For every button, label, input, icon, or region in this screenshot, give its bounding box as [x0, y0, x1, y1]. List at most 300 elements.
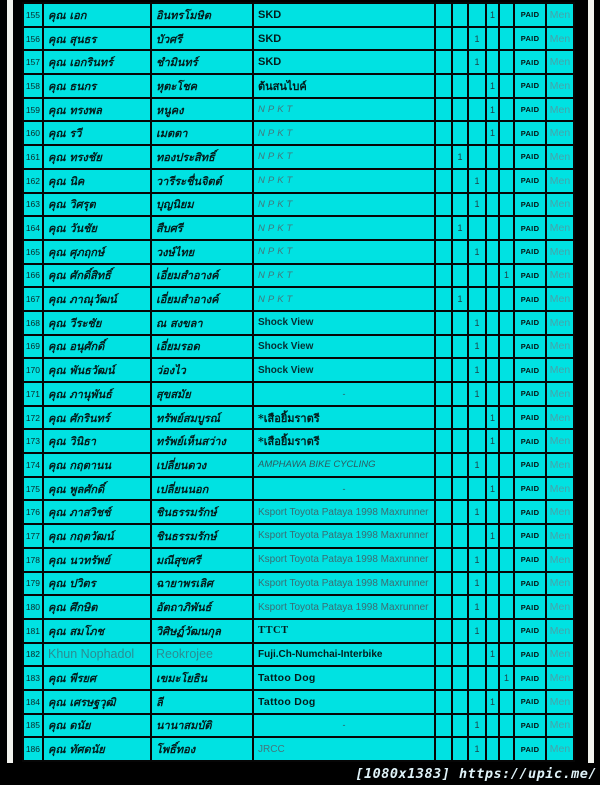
mark-cell-1	[435, 193, 452, 217]
row-number-cell: 165	[23, 240, 43, 264]
row-number-cell: 172	[23, 406, 43, 430]
team-cell: ต้นสนไบค์	[253, 74, 435, 98]
mark-cell-5	[499, 121, 514, 145]
gender-cell: Men	[546, 643, 574, 667]
row-number-cell: 186	[23, 737, 43, 761]
last-name-cell: โพธิ์ทอง	[151, 737, 253, 761]
first-name-cell: คุณ รวี	[43, 121, 151, 145]
mark-cell-2	[452, 98, 468, 122]
mark-cell-4: 1	[486, 74, 499, 98]
row-number-cell: 183	[23, 666, 43, 690]
gender-cell: Men	[546, 666, 574, 690]
table-row	[23, 714, 574, 738]
mark-cell-4	[486, 500, 499, 524]
mark-cell-5	[499, 216, 514, 240]
table-row	[23, 216, 574, 240]
last-name-cell: ลี	[151, 690, 253, 714]
paid-cell: PAID	[514, 524, 546, 548]
team-cell: NPKT	[253, 216, 435, 240]
row-number-cell: 169	[23, 335, 43, 359]
gender-cell: Men	[546, 714, 574, 738]
table-row	[23, 98, 574, 122]
first-name-cell: คุณ วินิธา	[43, 429, 151, 453]
mark-cell-2	[452, 264, 468, 288]
mark-cell-2	[452, 643, 468, 667]
paid-cell: PAID	[514, 121, 546, 145]
first-name-cell: คุณ กฤตวัฒน์	[43, 524, 151, 548]
team-cell: NPKT	[253, 121, 435, 145]
mark-cell-4	[486, 311, 499, 335]
mark-cell-5: 1	[499, 666, 514, 690]
mark-cell-3: 1	[468, 335, 486, 359]
mark-cell-5	[499, 714, 514, 738]
row-number-cell: 171	[23, 382, 43, 406]
mark-cell-2	[452, 358, 468, 382]
first-name-cell: คุณ ปวิตร	[43, 572, 151, 596]
last-name-cell: เอี่ยมสำอางค์	[151, 264, 253, 288]
paid-cell: PAID	[514, 3, 546, 27]
mark-cell-1	[435, 453, 452, 477]
watermark-text: [1080x1383] https://upic.me/	[355, 766, 597, 782]
mark-cell-1	[435, 737, 452, 761]
table-row	[23, 74, 574, 98]
first-name-cell: คุณ ศักรินทร์	[43, 406, 151, 430]
row-number-cell: 161	[23, 145, 43, 169]
mark-cell-1	[435, 264, 452, 288]
mark-cell-3	[468, 643, 486, 667]
first-name-cell: คุณ อนุศักดิ์	[43, 335, 151, 359]
gender-cell: Men	[546, 690, 574, 714]
mark-cell-2	[452, 500, 468, 524]
row-number-cell: 174	[23, 453, 43, 477]
row-number-cell: 157	[23, 50, 43, 74]
mark-cell-2	[452, 477, 468, 501]
gender-cell: Men	[546, 264, 574, 288]
mark-cell-3: 1	[468, 50, 486, 74]
mark-cell-1	[435, 406, 452, 430]
mark-cell-2	[452, 311, 468, 335]
paid-cell: PAID	[514, 666, 546, 690]
last-name-cell: เอี่ยมรอด	[151, 335, 253, 359]
row-number-cell: 177	[23, 524, 43, 548]
paid-cell: PAID	[514, 27, 546, 51]
first-name-cell: คุณ พันธวัฒน์	[43, 358, 151, 382]
table-row	[23, 595, 574, 619]
table-row	[23, 358, 574, 382]
mark-cell-4: 1	[486, 3, 499, 27]
mark-cell-1	[435, 690, 452, 714]
mark-cell-2	[452, 453, 468, 477]
mark-cell-5	[499, 453, 514, 477]
table-row	[23, 335, 574, 359]
table-row	[23, 240, 574, 264]
gender-cell: Men	[546, 572, 574, 596]
table-row	[23, 382, 574, 406]
last-name-cell: ชินธรรมรักษ์	[151, 524, 253, 548]
last-name-cell: ทรัพย์สมบูรณ์	[151, 406, 253, 430]
paid-cell: PAID	[514, 643, 546, 667]
team-cell: *เสือยิ้มราตรี	[253, 429, 435, 453]
gender-cell: Men	[546, 500, 574, 524]
mark-cell-2	[452, 335, 468, 359]
gender-cell: Men	[546, 3, 574, 27]
row-number-cell: 166	[23, 264, 43, 288]
table-row	[23, 619, 574, 643]
first-name-cell: คุณ นิค	[43, 169, 151, 193]
last-name-cell: ทองประสิทธิ์	[151, 145, 253, 169]
mark-cell-3	[468, 690, 486, 714]
first-name-cell: คุณ ภาสวิชช์	[43, 500, 151, 524]
mark-cell-4: 1	[486, 429, 499, 453]
paid-cell: PAID	[514, 311, 546, 335]
table-row	[23, 666, 574, 690]
mark-cell-3: 1	[468, 311, 486, 335]
row-number-cell: 155	[23, 3, 43, 27]
mark-cell-4	[486, 714, 499, 738]
mark-cell-1	[435, 3, 452, 27]
mark-cell-2	[452, 595, 468, 619]
paid-cell: PAID	[514, 595, 546, 619]
mark-cell-5	[499, 429, 514, 453]
last-name-cell: ทรัพย์เห็นสว่าง	[151, 429, 253, 453]
mark-cell-2	[452, 74, 468, 98]
last-name-cell: ว่องไว	[151, 358, 253, 382]
last-name-cell: เมตตา	[151, 121, 253, 145]
team-cell: Fuji.Ch-Numchai-Interbike	[253, 643, 435, 667]
team-cell: Shock View	[253, 358, 435, 382]
first-name-cell: คุณ ทัศดนัย	[43, 737, 151, 761]
table-row	[23, 453, 574, 477]
table-row	[23, 27, 574, 51]
row-number-cell: 182	[23, 643, 43, 667]
registration-table	[22, 2, 575, 762]
mark-cell-1	[435, 287, 452, 311]
first-name-cell: คุณ ศักดิ์สิทธิ์	[43, 264, 151, 288]
mark-cell-3	[468, 524, 486, 548]
paid-cell: PAID	[514, 50, 546, 74]
mark-cell-3: 1	[468, 240, 486, 264]
mark-cell-3	[468, 406, 486, 430]
paid-cell: PAID	[514, 690, 546, 714]
mark-cell-1	[435, 714, 452, 738]
last-name-cell: บุญนิยม	[151, 193, 253, 217]
last-name-cell: สืบศรี	[151, 216, 253, 240]
mark-cell-2	[452, 737, 468, 761]
mark-cell-5	[499, 193, 514, 217]
table-row	[23, 524, 574, 548]
first-name-cell: คุณ เอกรินทร์	[43, 50, 151, 74]
team-cell: NPKT	[253, 240, 435, 264]
mark-cell-1	[435, 311, 452, 335]
last-name-cell: ณ สงขลา	[151, 311, 253, 335]
mark-cell-4: 1	[486, 690, 499, 714]
team-cell: Ksport Toyota Pataya 1998 Maxrunner	[253, 500, 435, 524]
row-number-cell: 175	[23, 477, 43, 501]
last-name-cell: หนูคง	[151, 98, 253, 122]
mark-cell-2	[452, 3, 468, 27]
team-cell: -	[253, 477, 435, 501]
mark-cell-4: 1	[486, 406, 499, 430]
mark-cell-1	[435, 477, 452, 501]
last-name-cell: หุตะโชค	[151, 74, 253, 98]
team-cell: AMPHAWA BIKE CYCLING	[253, 453, 435, 477]
row-number-cell: 178	[23, 548, 43, 572]
mark-cell-4: 1	[486, 477, 499, 501]
paid-cell: PAID	[514, 548, 546, 572]
row-number-cell: 163	[23, 193, 43, 217]
mark-cell-4	[486, 287, 499, 311]
mark-cell-3: 1	[468, 382, 486, 406]
gender-cell: Men	[546, 193, 574, 217]
paid-cell: PAID	[514, 500, 546, 524]
mark-cell-3	[468, 216, 486, 240]
last-name-cell: วงษ์ไทย	[151, 240, 253, 264]
first-name-cell: คุณ พีรยศ	[43, 666, 151, 690]
row-number-cell: 179	[23, 572, 43, 596]
mark-cell-4: 1	[486, 121, 499, 145]
team-cell: SKD	[253, 3, 435, 27]
mark-cell-4	[486, 548, 499, 572]
paid-cell: PAID	[514, 382, 546, 406]
gender-cell: Men	[546, 240, 574, 264]
row-number-cell: 159	[23, 98, 43, 122]
team-cell: Shock View	[253, 311, 435, 335]
paid-cell: PAID	[514, 169, 546, 193]
team-cell: Shock View	[253, 335, 435, 359]
mark-cell-3: 1	[468, 619, 486, 643]
gender-cell: Men	[546, 145, 574, 169]
gender-cell: Men	[546, 595, 574, 619]
mark-cell-3: 1	[468, 737, 486, 761]
mark-cell-5	[499, 572, 514, 596]
last-name-cell: สุขสมัย	[151, 382, 253, 406]
mark-cell-3: 1	[468, 169, 486, 193]
gender-cell: Men	[546, 50, 574, 74]
mark-cell-1	[435, 121, 452, 145]
mark-cell-5	[499, 690, 514, 714]
mark-cell-5	[499, 74, 514, 98]
mark-cell-1	[435, 98, 452, 122]
mark-cell-4	[486, 193, 499, 217]
paid-cell: PAID	[514, 216, 546, 240]
mark-cell-3	[468, 145, 486, 169]
mark-cell-1	[435, 643, 452, 667]
last-name-cell: นานาสมบัติ	[151, 714, 253, 738]
table-row	[23, 50, 574, 74]
mark-cell-4	[486, 595, 499, 619]
paid-cell: PAID	[514, 572, 546, 596]
mark-cell-1	[435, 240, 452, 264]
first-name-cell: คุณ พูลศักดิ์	[43, 477, 151, 501]
mark-cell-2	[452, 50, 468, 74]
mark-cell-2	[452, 619, 468, 643]
table-row	[23, 121, 574, 145]
row-number-cell: 156	[23, 27, 43, 51]
mark-cell-4	[486, 264, 499, 288]
mark-cell-5	[499, 335, 514, 359]
paid-cell: PAID	[514, 453, 546, 477]
mark-cell-1	[435, 216, 452, 240]
mark-cell-3	[468, 3, 486, 27]
gender-cell: Men	[546, 737, 574, 761]
paid-cell: PAID	[514, 145, 546, 169]
gender-cell: Men	[546, 335, 574, 359]
mark-cell-4	[486, 27, 499, 51]
mark-cell-1	[435, 429, 452, 453]
paid-cell: PAID	[514, 619, 546, 643]
mark-cell-3	[468, 121, 486, 145]
mark-cell-4	[486, 737, 499, 761]
mark-cell-4: 1	[486, 98, 499, 122]
mark-cell-5	[499, 98, 514, 122]
gender-cell: Men	[546, 287, 574, 311]
gender-cell: Men	[546, 98, 574, 122]
team-cell: NPKT	[253, 145, 435, 169]
row-number-cell: 167	[23, 287, 43, 311]
last-name-cell: มณีสุขศรี	[151, 548, 253, 572]
last-name-cell: วารีระชื่นจิตต์	[151, 169, 253, 193]
mark-cell-5	[499, 3, 514, 27]
mark-cell-2	[452, 382, 468, 406]
mark-cell-1	[435, 27, 452, 51]
page-edge-right	[588, 0, 594, 765]
mark-cell-2	[452, 193, 468, 217]
paid-cell: PAID	[514, 429, 546, 453]
mark-cell-4	[486, 619, 499, 643]
first-name-cell: คุณ วิศรุต	[43, 193, 151, 217]
gender-cell: Men	[546, 169, 574, 193]
mark-cell-5	[499, 406, 514, 430]
mark-cell-5	[499, 382, 514, 406]
mark-cell-4	[486, 572, 499, 596]
mark-cell-3	[468, 74, 486, 98]
row-number-cell: 173	[23, 429, 43, 453]
mark-cell-1	[435, 524, 452, 548]
mark-cell-2: 1	[452, 145, 468, 169]
gender-cell: Men	[546, 121, 574, 145]
mark-cell-2	[452, 240, 468, 264]
page-edge-left	[7, 0, 13, 765]
mark-cell-3: 1	[468, 27, 486, 51]
paid-cell: PAID	[514, 98, 546, 122]
mark-cell-5	[499, 524, 514, 548]
mark-cell-1	[435, 335, 452, 359]
first-name-cell: คุณ ธนกร	[43, 74, 151, 98]
table-row	[23, 406, 574, 430]
last-name-cell: ชำมินทร์	[151, 50, 253, 74]
mark-cell-1	[435, 358, 452, 382]
first-name-cell: คุณ ศึกษิต	[43, 595, 151, 619]
mark-cell-4	[486, 240, 499, 264]
mark-cell-1	[435, 666, 452, 690]
mark-cell-4: 1	[486, 643, 499, 667]
mark-cell-1	[435, 74, 452, 98]
mark-cell-2	[452, 666, 468, 690]
first-name-cell: คุณ กฤตานน	[43, 453, 151, 477]
team-cell: Ksport Toyota Pataya 1998 Maxrunner	[253, 572, 435, 596]
mark-cell-2: 1	[452, 287, 468, 311]
mark-cell-1	[435, 500, 452, 524]
mark-cell-5	[499, 500, 514, 524]
last-name-cell: เอี่ยมสำอางค์	[151, 287, 253, 311]
row-number-cell: 184	[23, 690, 43, 714]
first-name-cell: คุณ วีระชัย	[43, 311, 151, 335]
mark-cell-4	[486, 666, 499, 690]
mark-cell-3	[468, 666, 486, 690]
row-number-cell: 180	[23, 595, 43, 619]
paid-cell: PAID	[514, 287, 546, 311]
mark-cell-3: 1	[468, 500, 486, 524]
row-number-cell: 170	[23, 358, 43, 382]
table-row	[23, 429, 574, 453]
mark-cell-4	[486, 145, 499, 169]
first-name-cell: คุณ เอก	[43, 3, 151, 27]
last-name-cell: อัตถาภิพันธ์	[151, 595, 253, 619]
mark-cell-3	[468, 287, 486, 311]
team-cell: Tattoo Dog	[253, 690, 435, 714]
last-name-cell: Reokrojee	[151, 643, 253, 667]
mark-cell-1	[435, 572, 452, 596]
mark-cell-5	[499, 548, 514, 572]
team-cell: NPKT	[253, 287, 435, 311]
row-number-cell: 158	[23, 74, 43, 98]
table-row	[23, 643, 574, 667]
mark-cell-2	[452, 121, 468, 145]
mark-cell-4: 1	[486, 524, 499, 548]
table-row	[23, 477, 574, 501]
table-body	[23, 3, 574, 761]
team-cell: NPKT	[253, 98, 435, 122]
last-name-cell: วิศิษฏ์วัฒนกุล	[151, 619, 253, 643]
paid-cell: PAID	[514, 358, 546, 382]
last-name-cell: ชินธรรมรักษ์	[151, 500, 253, 524]
gender-cell: Men	[546, 619, 574, 643]
mark-cell-3	[468, 429, 486, 453]
mark-cell-1	[435, 145, 452, 169]
mark-cell-4	[486, 335, 499, 359]
mark-cell-4	[486, 216, 499, 240]
mark-cell-3: 1	[468, 572, 486, 596]
watermark-bar	[0, 763, 600, 785]
team-cell: -	[253, 382, 435, 406]
mark-cell-4	[486, 382, 499, 406]
mark-cell-5	[499, 287, 514, 311]
mark-cell-2	[452, 524, 468, 548]
table-row	[23, 3, 574, 27]
gender-cell: Men	[546, 74, 574, 98]
mark-cell-5	[499, 477, 514, 501]
table-row	[23, 690, 574, 714]
mark-cell-1	[435, 50, 452, 74]
team-cell: NPKT	[253, 264, 435, 288]
team-cell: Ksport Toyota Pataya 1998 Maxrunner	[253, 524, 435, 548]
first-name-cell: คุณ ภานุพันธ์	[43, 382, 151, 406]
mark-cell-5	[499, 737, 514, 761]
mark-cell-3	[468, 264, 486, 288]
gender-cell: Men	[546, 216, 574, 240]
row-number-cell: 181	[23, 619, 43, 643]
first-name-cell: คุณ เศรษฐวุฒิ	[43, 690, 151, 714]
mark-cell-4	[486, 453, 499, 477]
mark-cell-3: 1	[468, 453, 486, 477]
row-number-cell: 164	[23, 216, 43, 240]
mark-cell-1	[435, 382, 452, 406]
paid-cell: PAID	[514, 264, 546, 288]
mark-cell-2	[452, 429, 468, 453]
mark-cell-2	[452, 572, 468, 596]
mark-cell-5	[499, 27, 514, 51]
paid-cell: PAID	[514, 737, 546, 761]
